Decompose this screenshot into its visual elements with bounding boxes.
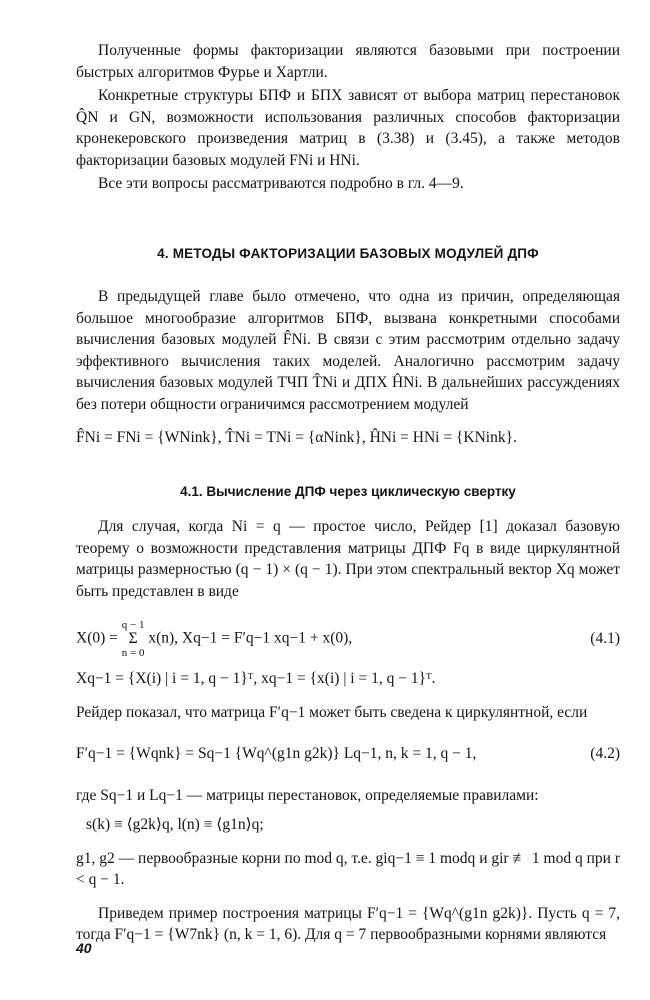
summation-upper-limit: q − 1 xyxy=(121,619,145,631)
intro-paragraph-1: Полученные формы факторизации являются базовыми при построении быстрых алгоритмов Фурье и Хартли. xyxy=(76,42,620,81)
equation-4-2-expression: F′q−1 = {Wqnk} = Sq−1 {Wq^(g1n g2k)} Lq−1, n, k = 1, q − 1, xyxy=(76,745,477,762)
summation-symbol: Σ xyxy=(128,630,138,647)
section-title: 4.1. Вычисление ДПФ через циклическую свертку xyxy=(180,483,516,499)
permutation-rule xyxy=(76,814,620,836)
summation-sign xyxy=(122,618,145,660)
module-definitions-expression: F̂Ni = FNi = {WNink}, T̂Ni = TNi = {αNink}, ĤNi = HNi = {KNink}. xyxy=(76,429,517,446)
section-paragraph-2: Рейдер показал, что матрица F′q−1 может быть сведена к циркулянтной, если xyxy=(76,703,588,721)
equation-4-1-rest: x(n), Xq−1 = F′q−1 xq−1 + x(0), xyxy=(148,629,353,647)
section-paragraph-3: где Sq−1 и Lq−1 — матрицы перестановок, определяемые правилами: xyxy=(76,786,539,804)
chapter-paragraph-1: В предыдущей главе было отмечено, что одна из причин, определяющая большое многообразие алгоритмов БПФ, вызвана конкретными способами вычисления базовых модулей F̂Ni. В связи с этим рассмотрим отдельно задачу эффективного вычисления таких моделей. Аналогично рассмотрим задачу вычисления базовых модулей ТЧП T̂Ni и ДПХ ĤNi. В дальнейших рассуждениях без потери общности ограничимся рассмотрением модулей xyxy=(76,288,620,413)
equation-4-2-number: (4.2) xyxy=(590,745,620,762)
equation-4-2 xyxy=(76,743,620,765)
page-number: 40 xyxy=(76,940,92,956)
intro-paragraph-2: Конкретные структуры БПФ и БПХ зависят от выбора матриц перестановок Q̂N и GN, возможности использования различных способов факторизации кронекеровского произведения матриц в (3.38) и (3.45), а также методов факторизации базовых модулей FNi и HNi. xyxy=(76,87,620,169)
equation-4-1 xyxy=(76,618,620,660)
equation-4-1-number: (4.1) xyxy=(590,630,620,648)
equation-4-1-expression xyxy=(76,618,580,660)
page-body xyxy=(76,40,620,946)
equation-4-1-vectors xyxy=(76,668,620,690)
module-definitions-formula xyxy=(76,427,620,449)
intro-paragraph-3: Все эти вопросы рассматриваются подробно в гл. 4—9. xyxy=(98,175,464,192)
chapter-title: 4. МЕТОДЫ ФАКТОРИЗАЦИИ БАЗОВЫХ МОДУЛЕЙ ДПФ xyxy=(157,245,539,261)
section-paragraph-4: g1, g2 — первообразные корни по mod q, т.е. giq−1 ≡ 1 modq и gir ≢ 1 mod q при r < q − 1. xyxy=(76,849,620,888)
equation-4-1-vectors-expression: Xq−1 = {X(i) | i = 1, q − 1}ᵀ, xq−1 = {x(i) | i = 1, q − 1}ᵀ. xyxy=(76,670,436,687)
summation-lower-limit: n = 0 xyxy=(121,647,145,659)
section-paragraph-1: Для случая, когда Ni = q — простое число, Рейдер [1] доказал базовую теорему о возможности представления матрицы ДПФ Fq в виде циркулянтной матрицы размерностью (q − 1) × (q − 1). При этом спектральный вектор Xq может быть представлен в виде xyxy=(76,518,620,600)
permutation-rule-expression: s(k) ≡ ⟨g2k⟩q, l(n) ≡ ⟨g1n⟩q; xyxy=(86,816,264,833)
equation-4-1-lhs: X(0) = xyxy=(76,629,118,647)
section-paragraph-5: Приведем пример построения матрицы F′q−1 = {Wq^(g1n g2k)}. Пусть q = 7, тогда F′q−1 = {W7nk} (n, k = 1, 6). Для q = 7 первообразными корнями являются xyxy=(76,904,620,943)
